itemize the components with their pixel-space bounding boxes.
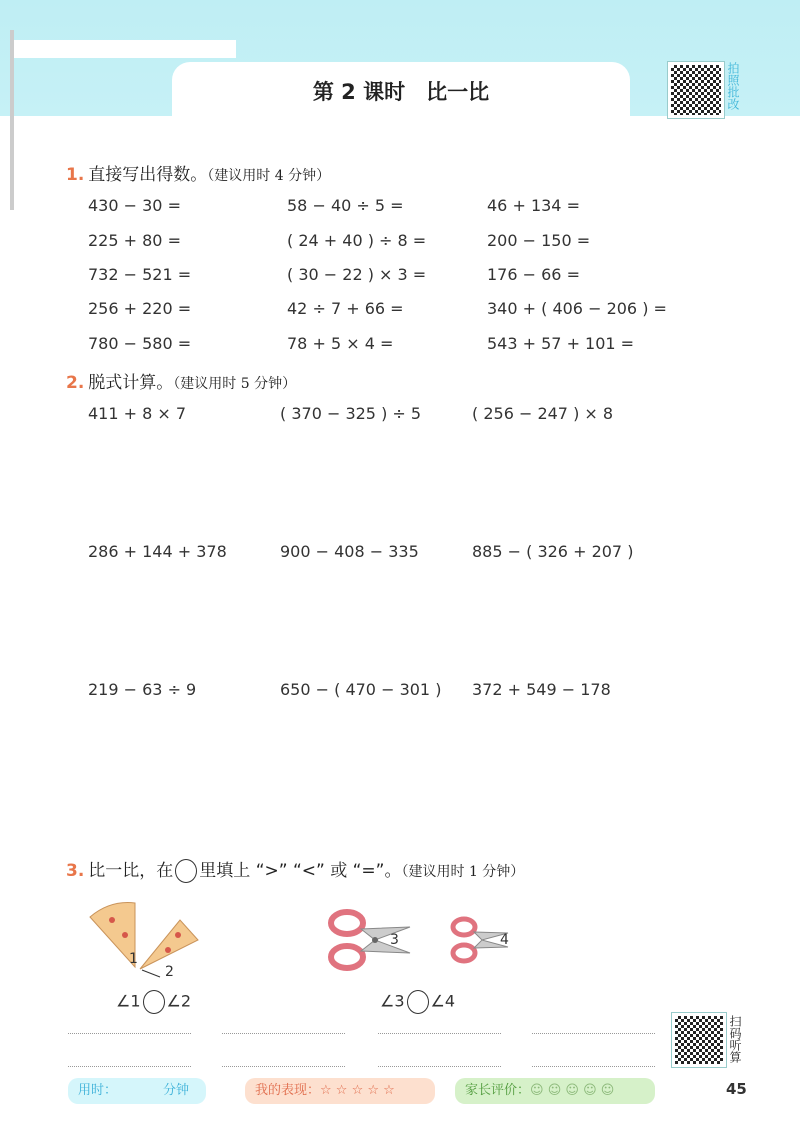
- section3-heading: [66, 856, 524, 883]
- answer-circle[interactable]: [143, 990, 165, 1014]
- section-number: 3.: [66, 861, 85, 881]
- title-card: [172, 62, 630, 118]
- exercise: 650 − ( 470 − 301 ): [280, 680, 442, 699]
- compare-left: ∠3: [380, 991, 405, 1011]
- exercise: 780 − 580 =: [88, 334, 192, 353]
- qr-label: 拍照批改: [726, 62, 740, 110]
- exercise: ( 30 − 22 ) × 3 =: [287, 265, 427, 284]
- compare-2: [380, 990, 455, 1014]
- section-number: 1.: [66, 165, 85, 185]
- page-title: 第 2 课时 比一比: [312, 80, 490, 104]
- section-title: 里填上 “>” “<” 或 “=”。: [199, 861, 402, 881]
- header-strip: [14, 40, 236, 58]
- exercise: 286 + 144 + 378: [88, 542, 227, 561]
- pizza-slices-image: [80, 895, 210, 985]
- answer-line[interactable]: [532, 1033, 655, 1034]
- exercise: 176 − 66 =: [487, 265, 580, 284]
- angle-label: 3: [390, 932, 399, 948]
- large-scissors-image: [325, 905, 415, 975]
- time-used-field[interactable]: [68, 1078, 206, 1104]
- qr-label: 扫码听算: [728, 1015, 742, 1063]
- answer-line[interactable]: [222, 1033, 345, 1034]
- exercise: 411 + 8 × 7: [88, 404, 187, 423]
- exercise: 430 − 30 =: [88, 196, 181, 215]
- smiley-icon[interactable]: ☺ ☺ ☺ ☺ ☺: [530, 1083, 615, 1098]
- exercise: 78 + 5 × 4 =: [287, 334, 394, 353]
- time-unit: 分钟: [163, 1083, 190, 1098]
- compare-right: ∠4: [430, 991, 456, 1011]
- answer-line[interactable]: [532, 1066, 655, 1067]
- section-title: 直接写出得数。: [88, 165, 208, 185]
- qr-code-icon[interactable]: [672, 1013, 726, 1067]
- exercise: ( 256 − 247 ) × 8: [472, 404, 614, 423]
- exercise: ( 370 − 325 ) ÷ 5: [280, 404, 422, 423]
- compare-left: ∠1: [116, 991, 141, 1011]
- exercise: 732 − 521 =: [88, 265, 192, 284]
- compare-1: [116, 990, 191, 1014]
- exercise: 58 − 40 ÷ 5 =: [287, 196, 404, 215]
- exercise: 200 − 150 =: [487, 231, 591, 250]
- performance-label: 我的表现：: [255, 1083, 321, 1098]
- page-edge: [10, 30, 14, 210]
- section-hint: （建议用时 1 分钟）: [401, 864, 525, 880]
- angle-label: 2: [165, 964, 174, 980]
- answer-circle[interactable]: [407, 990, 429, 1014]
- section-hint: （建议用时 4 分钟）: [207, 168, 331, 184]
- exercise: 219 − 63 ÷ 9: [88, 680, 197, 699]
- exercise: 225 + 80 =: [88, 231, 181, 250]
- answer-line[interactable]: [378, 1033, 501, 1034]
- section2-heading: [66, 368, 296, 393]
- exercise: 46 + 134 =: [487, 196, 580, 215]
- circle-icon: [175, 859, 197, 883]
- section-title: 比一比，在: [88, 861, 174, 881]
- angle-label: 4: [500, 932, 509, 948]
- answer-line[interactable]: [68, 1033, 191, 1034]
- star-icon[interactable]: ☆ ☆ ☆ ☆ ☆: [320, 1083, 395, 1098]
- parent-label: 家长评价：: [465, 1083, 531, 1098]
- answer-line[interactable]: [378, 1066, 501, 1067]
- exercise: 340 + ( 406 − 206 ) =: [487, 299, 667, 318]
- exercise: 256 + 220 =: [88, 299, 192, 318]
- page-number: 45: [726, 1080, 747, 1098]
- exercise: ( 24 + 40 ) ÷ 8 =: [287, 231, 427, 250]
- qr-code-icon[interactable]: [668, 62, 724, 118]
- section1-heading: [66, 160, 330, 185]
- performance-rating[interactable]: [245, 1078, 435, 1104]
- exercise: 543 + 57 + 101 =: [487, 334, 635, 353]
- parent-rating[interactable]: [455, 1078, 655, 1104]
- time-label: 用时：: [78, 1083, 118, 1098]
- section-hint: （建议用时 5 分钟）: [173, 376, 297, 392]
- exercise: 372 + 549 − 178: [472, 680, 611, 699]
- section-number: 2.: [66, 373, 85, 393]
- exercise: 885 − ( 326 + 207 ): [472, 542, 634, 561]
- section-title: 脱式计算。: [88, 373, 174, 393]
- exercise: 42 ÷ 7 + 66 =: [287, 299, 404, 318]
- exercise: 900 − 408 − 335: [280, 542, 419, 561]
- compare-right: ∠2: [166, 991, 192, 1011]
- answer-line[interactable]: [68, 1066, 191, 1067]
- answer-line[interactable]: [222, 1066, 345, 1067]
- angle-label: 1: [129, 951, 138, 967]
